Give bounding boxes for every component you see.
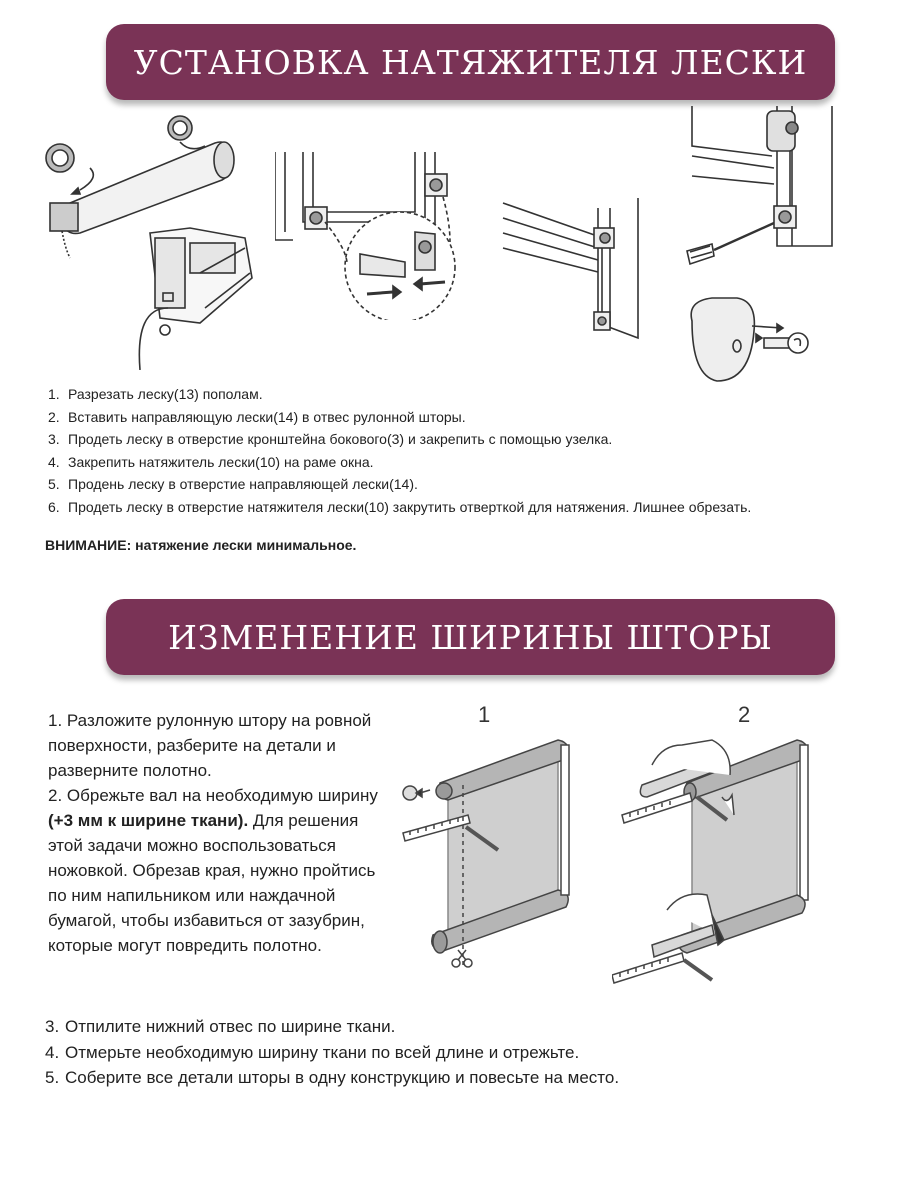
- width-steps-list: [45, 1014, 865, 1091]
- illustration-screwdriver-tensioner: [682, 106, 852, 386]
- section-title-tensioner: [106, 24, 835, 100]
- list-item: 4. Закрепить натяжитель лески(10) на раме окна.: [48, 453, 374, 470]
- section-title-text: УСТАНОВКА НАТЯЖИТЕЛЯ ЛЕСКИ: [133, 42, 808, 82]
- section-title-text: ИЗМЕНЕНИЕ ШИРИНЫ ШТОРЫ: [168, 617, 773, 657]
- list-item: 3. Отпилите нижний отвес по ширине ткани.: [45, 1017, 396, 1036]
- list-item: 6. Продеть леску в отверстие натяжителя лески(10) закрутить отверткой для натяжения. Лишнее обрезать.: [48, 498, 752, 515]
- list-item: 5. Соберите все детали шторы в одну конструкцию и повесьте на место.: [45, 1068, 620, 1087]
- tension-warning: ВНИМАНИЕ: натяжение лески минимальное.: [45, 537, 357, 553]
- illustration-frame-guide: [498, 188, 648, 348]
- list-item: 3. Продеть леску в отверстие кронштейна бокового(3) и закрепить с помощью узелка.: [48, 431, 613, 448]
- list-item: 4. Отмерьте необходимую ширину ткани по всей длине и отрежьте.: [45, 1042, 580, 1062]
- list-item: 5. Продень леску в отверстие направляющей лески(14).: [48, 476, 418, 493]
- list-item: 1. Разрезать леску(13) пополам.: [48, 386, 263, 402]
- figure-label-2: 2: [738, 702, 751, 727]
- illustration-frame-clip: [275, 152, 465, 320]
- figure-label-1: 1: [478, 702, 491, 727]
- list-item: 2. Вставить направляющую лески(14) в отвес рулонной шторы.: [48, 408, 466, 425]
- width-instructions-paragraph: 1. Разложите рулонную штору на ровной поверхности, разберите на детали и разверните полотно. 2. Обрежьте вал на необходимую ширину (+3 мм к ширине ткани). Для решения этой задачи можно воспользоваться ножовкой. Обрезав края, нужно пройтись по ним напильником или наждачной бумагой, чтобы избавиться от зазубрин, которые могут повредить полотно.: [48, 711, 378, 955]
- section-title-width: [106, 599, 835, 675]
- illustration-roller-bracket: [40, 108, 265, 370]
- tensioner-steps-list: [48, 383, 878, 519]
- illustration-blind-disassembled: [612, 735, 812, 990]
- illustration-blind-cut: [398, 735, 578, 970]
